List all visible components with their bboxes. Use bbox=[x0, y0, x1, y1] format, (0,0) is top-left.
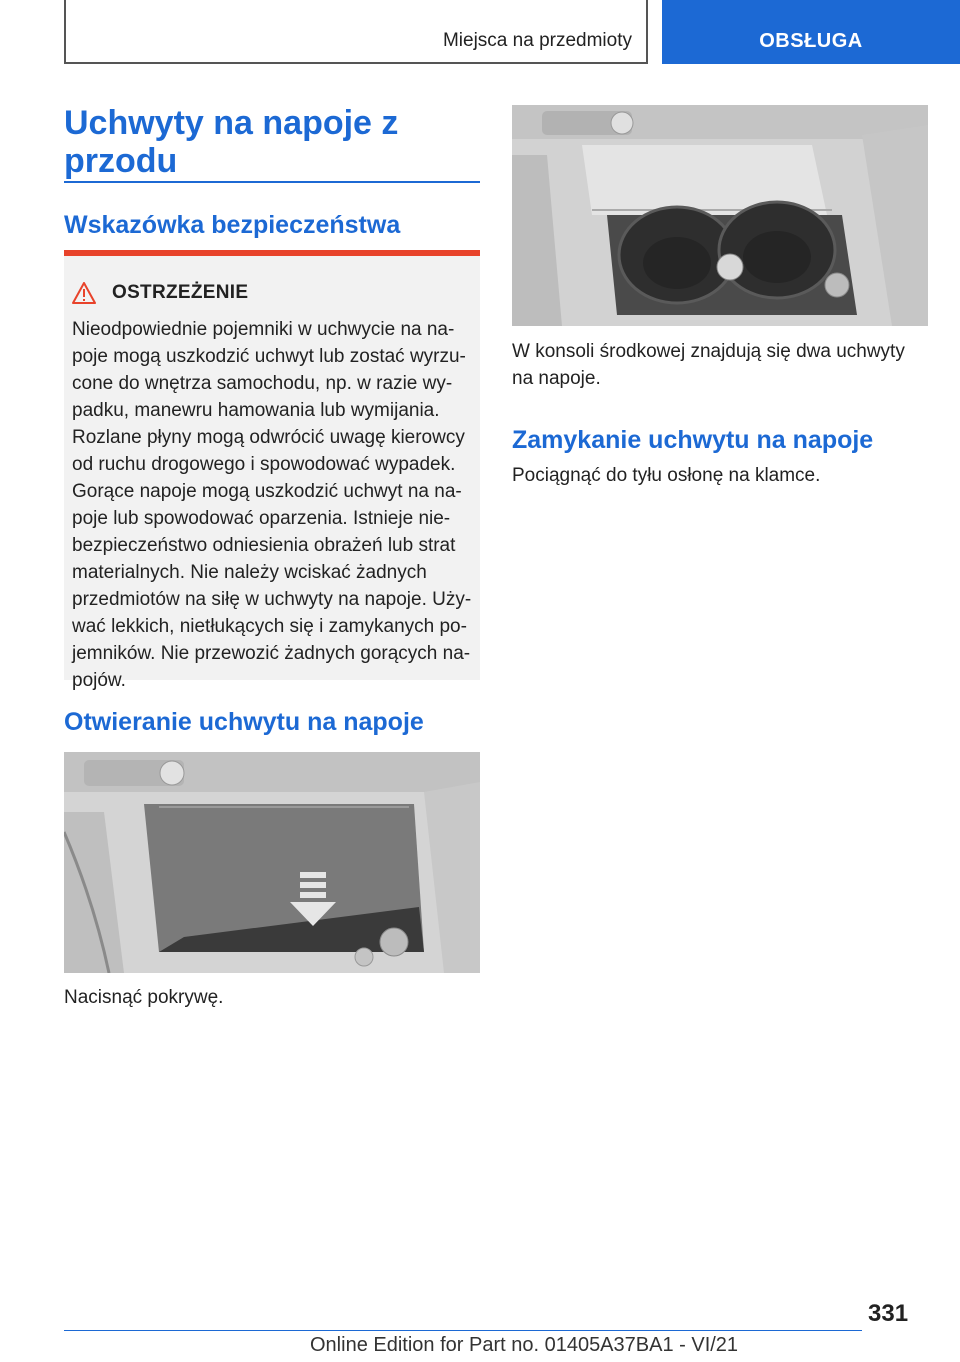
warning-text: Nieodpowiednie pojemniki w uchwycie na na- poje mogą uszkodzić uchwyt lub zostać wyrzu- cone do wnętrza samochodu, np. w razie wy- padku, manewru hamowania lub wymijania. Rozlane płyny mogą odwrócić uwagę kierowcy od ruchu drogowego i spowodować wypadek. Gorące napoje mogą uszkodzić uchwyt na na- poje lub spowodować oparzenia. Istnieje nie- bezpieczeństwo odniesienia obrażeń lub strat materialnych. Nie należy wciskać żadnych przedmiotów na siłę w uchwyty na napoje. Uży- wać lekkich, nietłukących się i zamykanych po- jemników. Nie przewozić żadnych gorących na- pojów. bbox=[72, 319, 472, 691]
warning-box bbox=[64, 250, 480, 691]
page-title: Uchwyty na napoje z przodu bbox=[64, 104, 399, 180]
footer-edition: Online Edition for Part no. 01405A37BA1 - VI/21 bbox=[310, 1334, 739, 1356]
open-cupholder-photo bbox=[512, 105, 928, 326]
header-box bbox=[64, 0, 648, 64]
open-heading: Otwieranie uchwytu na napoje bbox=[64, 708, 424, 736]
warning-label: OSTRZEŻENIE bbox=[112, 282, 249, 303]
page-number: 331 bbox=[868, 1300, 909, 1327]
footer-divider bbox=[64, 1330, 862, 1331]
section-title: Miejsca na przedmioty bbox=[442, 30, 632, 51]
closed-cupholder-illustration bbox=[64, 752, 480, 973]
close-heading: Zamykanie uchwytu na napoje bbox=[512, 426, 874, 454]
close-text: Pociągnąć do tyłu osłonę na klamce. bbox=[512, 465, 821, 486]
title-divider bbox=[64, 181, 480, 183]
warning-triangle-icon bbox=[72, 282, 96, 304]
chapter-tab[interactable] bbox=[662, 0, 960, 64]
closed-cupholder-photo bbox=[64, 752, 480, 973]
safety-heading: Wskazówka bezpieczeństwa bbox=[64, 211, 401, 239]
warning-header bbox=[72, 282, 248, 304]
open-caption: Nacisnąć pokrywę. bbox=[64, 987, 224, 1008]
open-photo-caption: W konsoli środkowej znajdują się dwa uchwyty na napoje. bbox=[512, 341, 905, 389]
open-cupholder-illustration bbox=[512, 105, 928, 326]
chapter-label: OBSŁUGA bbox=[759, 29, 863, 52]
